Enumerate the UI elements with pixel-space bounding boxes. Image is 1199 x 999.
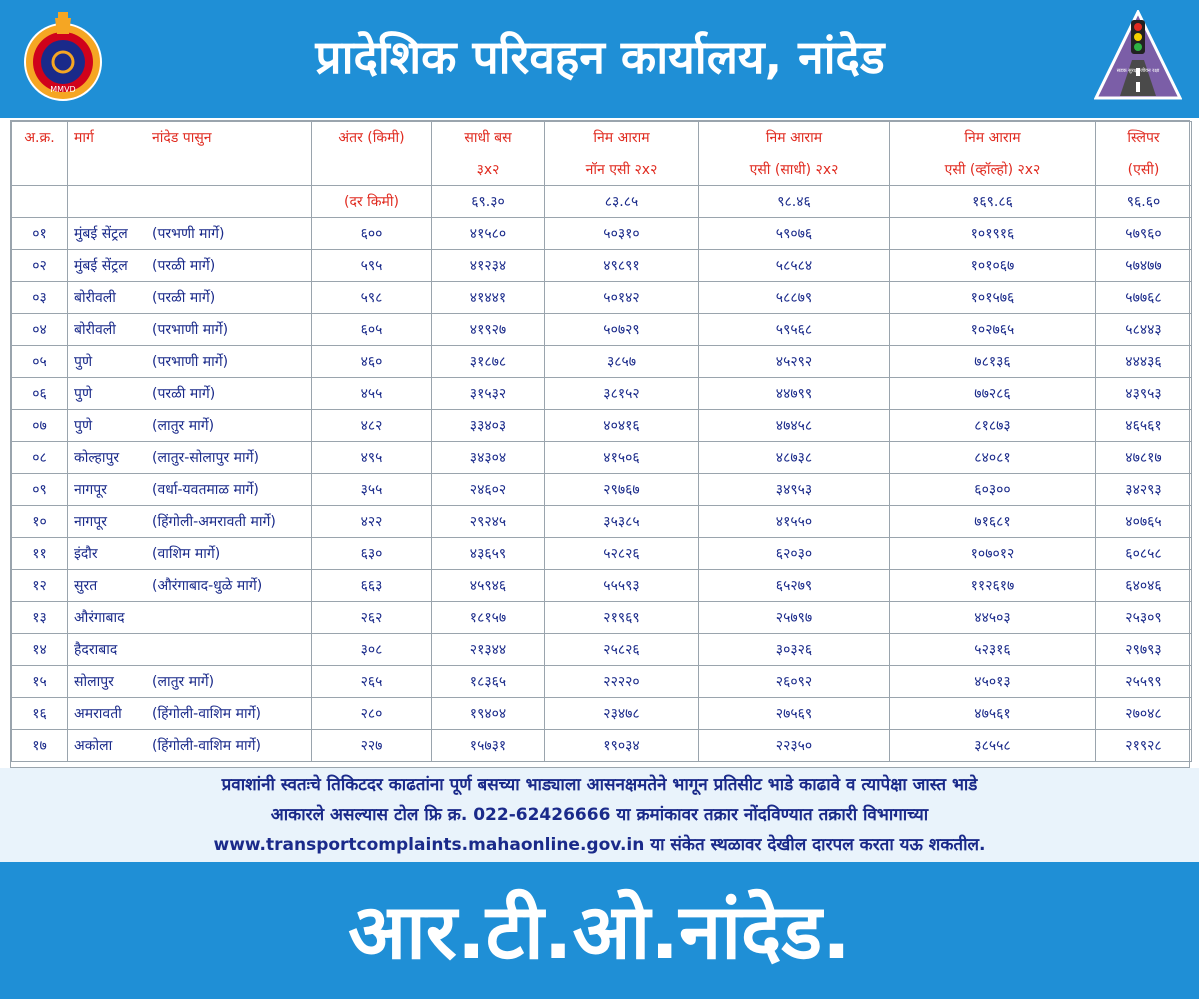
row-fare-sleeper: ५८४४३ — [1096, 314, 1192, 346]
row-fare-semi-ac: ४१५५० — [699, 506, 890, 538]
rate-semi-volvo: १६९.८६ — [890, 186, 1096, 218]
row-distance: ६०० — [312, 218, 432, 250]
row-fare-sleeper: ६०८५८ — [1096, 538, 1192, 570]
row-fare-sleeper: ५७९६० — [1096, 218, 1192, 250]
row-destination: पुणे — [74, 354, 93, 370]
row-fare-ordinary: १८३६५ — [432, 666, 545, 698]
table-row — [12, 346, 1192, 378]
row-sr: ०३ — [12, 282, 68, 314]
row-fare-semi-ac: ५९५६८ — [699, 314, 890, 346]
row-fare-ordinary: ४१९२७ — [432, 314, 545, 346]
row-fare-sleeper: २७०४८ — [1096, 698, 1192, 730]
row-sr: १६ — [12, 698, 68, 730]
row-fare-semi-non-ac: ४९८९१ — [545, 250, 699, 282]
row-fare-semi-volvo: ८१८७३ — [890, 410, 1096, 442]
row-fare-sleeper: ४४४३६ — [1096, 346, 1192, 378]
row-sr: ०६ — [12, 378, 68, 410]
rate-route-blank — [68, 186, 312, 218]
row-sr: ०४ — [12, 314, 68, 346]
row-distance: ६६३ — [312, 570, 432, 602]
rate-ordinary: ६९.३० — [432, 186, 545, 218]
row-fare-semi-volvo: १०२७६५ — [890, 314, 1096, 346]
row-distance: ५९८ — [312, 282, 432, 314]
row-via: (हिंगोली-वाशिम मार्गे) — [152, 738, 261, 754]
row-fare-ordinary: २९२४५ — [432, 506, 545, 538]
row-sr: ०५ — [12, 346, 68, 378]
rate-sr-blank — [12, 186, 68, 218]
row-fare-semi-volvo: ७७२८६ — [890, 378, 1096, 410]
row-distance: २६२ — [312, 602, 432, 634]
row-fare-semi-volvo: ७८१३६ — [890, 346, 1096, 378]
row-via: (हिंगोली-अमरावती मार्गे) — [152, 514, 276, 530]
row-route — [68, 730, 312, 762]
row-sr: १२ — [12, 570, 68, 602]
row-destination: कोल्हापुर — [74, 450, 120, 466]
notice-line-2: आकारले असल्यास टोल फ्रि क्र. 022-62426666 या क्रमांकावर तक्रार नोंदविण्यात तक्रारी विभागाच्या — [270, 805, 929, 825]
header-from-nanded: नांदेड पासुन — [152, 130, 212, 147]
row-fare-sleeper: ४३९५३ — [1096, 378, 1192, 410]
header-distance: अंतर (किमी) — [312, 122, 432, 154]
row-route — [68, 474, 312, 506]
table-header-row-2 — [12, 154, 1192, 186]
row-distance: ६३० — [312, 538, 432, 570]
table-row — [12, 410, 1192, 442]
row-distance: २८० — [312, 698, 432, 730]
header-sr: अ.क्र. — [12, 122, 68, 154]
row-destination: औरंगाबाद — [74, 610, 125, 626]
row-via: (परभणी मार्गे) — [152, 226, 225, 242]
row-via: (परभाणी मार्गे) — [152, 322, 229, 338]
header-route-blank — [68, 154, 312, 186]
header-banner — [0, 0, 1199, 118]
table-row — [12, 442, 1192, 474]
page-title: प्रादेशिक परिवहन कार्यालय, नांदेड — [315, 30, 885, 84]
row-route — [68, 506, 312, 538]
row-fare-semi-ac: २२३५० — [699, 730, 890, 762]
row-fare-semi-volvo: ७१६८१ — [890, 506, 1096, 538]
row-fare-ordinary: ३३४०३ — [432, 410, 545, 442]
header-route — [68, 122, 312, 154]
row-route — [68, 314, 312, 346]
row-fare-semi-volvo: १०१०६७ — [890, 250, 1096, 282]
row-fare-semi-volvo: ८४०८१ — [890, 442, 1096, 474]
row-route — [68, 218, 312, 250]
row-fare-semi-ac: ४४७९९ — [699, 378, 890, 410]
table-row — [12, 538, 1192, 570]
row-destination: मुंबई सेंट्रल — [74, 226, 128, 242]
row-fare-sleeper: २५३०९ — [1096, 602, 1192, 634]
fare-table — [10, 120, 1190, 768]
row-fare-semi-non-ac: ५२८२६ — [545, 538, 699, 570]
row-destination: सोलापुर — [74, 674, 114, 690]
row-fare-ordinary: १८१५७ — [432, 602, 545, 634]
row-fare-semi-ac: २७५६९ — [699, 698, 890, 730]
row-route — [68, 666, 312, 698]
row-sr: १४ — [12, 634, 68, 666]
table-header-row — [12, 122, 1192, 154]
row-fare-ordinary: ४१५८० — [432, 218, 545, 250]
row-sr: १० — [12, 506, 68, 538]
row-fare-semi-non-ac: २२२२० — [545, 666, 699, 698]
row-sr: १३ — [12, 602, 68, 634]
row-fare-semi-non-ac: २१९६९ — [545, 602, 699, 634]
row-fare-sleeper: ४०७६५ — [1096, 506, 1192, 538]
row-via: (परळी मार्गे) — [152, 290, 216, 306]
header-ordinary: साधी बस — [432, 122, 545, 154]
rate-label: (दर किमी) — [312, 186, 432, 218]
notice-line-3[interactable]: www.transportcomplaints.mahaonline.gov.in या संकेत स्थळावर देखील दारपल करता यऊ शकतील. — [213, 835, 986, 855]
rate-sleeper: ९६.६० — [1096, 186, 1192, 218]
row-fare-semi-ac: २५७९७ — [699, 602, 890, 634]
row-via: (औरंगाबाद-धुळे मार्गे) — [152, 578, 263, 594]
row-sr: ०७ — [12, 410, 68, 442]
row-via: (परभाणी मार्गे) — [152, 354, 229, 370]
rate-semi-ac: ९८.४६ — [699, 186, 890, 218]
row-via: (लातुर मार्गे) — [152, 674, 215, 690]
row-distance: २२७ — [312, 730, 432, 762]
road-safety-emblem-icon — [1094, 10, 1182, 104]
row-fare-ordinary: १५७३१ — [432, 730, 545, 762]
row-fare-semi-volvo: १०१९१६ — [890, 218, 1096, 250]
row-route — [68, 282, 312, 314]
row-distance: ४२२ — [312, 506, 432, 538]
row-fare-ordinary: ३१८७८ — [432, 346, 545, 378]
row-fare-semi-non-ac: ३५३८५ — [545, 506, 699, 538]
row-fare-ordinary: ४३६५९ — [432, 538, 545, 570]
row-route — [68, 602, 312, 634]
row-fare-semi-non-ac: ४०४१६ — [545, 410, 699, 442]
row-destination: बोरीवली — [74, 290, 116, 306]
row-destination: मुंबई सेंट्रल — [74, 258, 128, 274]
row-route — [68, 538, 312, 570]
row-distance: ६०५ — [312, 314, 432, 346]
complaint-notice — [0, 768, 1199, 862]
header-semi-non-ac-config: नॉन एसी २x२ — [545, 154, 699, 186]
row-fare-semi-ac: ४७४५८ — [699, 410, 890, 442]
row-fare-semi-ac: ४५२९२ — [699, 346, 890, 378]
row-fare-semi-non-ac: ३८५७ — [545, 346, 699, 378]
row-distance: ३५५ — [312, 474, 432, 506]
row-route — [68, 570, 312, 602]
table-row — [12, 570, 1192, 602]
table-row — [12, 730, 1192, 762]
row-fare-semi-volvo: ४४५०३ — [890, 602, 1096, 634]
row-fare-sleeper: ३४२९३ — [1096, 474, 1192, 506]
table-row — [12, 282, 1192, 314]
row-fare-sleeper: २५५९९ — [1096, 666, 1192, 698]
row-fare-ordinary: ४५९४६ — [432, 570, 545, 602]
table-row — [12, 218, 1192, 250]
row-destination: इंदौर — [74, 546, 98, 562]
table-row — [12, 506, 1192, 538]
row-sr: ११ — [12, 538, 68, 570]
row-fare-semi-ac: ६५२७९ — [699, 570, 890, 602]
table-row — [12, 634, 1192, 666]
row-destination: नागपूर — [74, 482, 107, 498]
row-via: (लातुर मार्गे) — [152, 418, 215, 434]
row-destination: बोरीवली — [74, 322, 116, 338]
row-fare-semi-volvo: ६०३०० — [890, 474, 1096, 506]
row-fare-semi-non-ac: ५०३१० — [545, 218, 699, 250]
row-via: (लातुर-सोलापुर मार्गे) — [152, 450, 260, 466]
row-distance: ४८२ — [312, 410, 432, 442]
table-row — [12, 698, 1192, 730]
row-distance: ४९५ — [312, 442, 432, 474]
row-fare-semi-ac: ५९०७६ — [699, 218, 890, 250]
row-fare-semi-volvo: १०१५७६ — [890, 282, 1096, 314]
row-fare-semi-volvo: ५२३१६ — [890, 634, 1096, 666]
row-sr: ०२ — [12, 250, 68, 282]
row-fare-semi-non-ac: २५८२६ — [545, 634, 699, 666]
header-semi-volvo: निम आराम — [890, 122, 1096, 154]
table-row — [12, 666, 1192, 698]
header-semi-ac: निम आराम — [699, 122, 890, 154]
table-row — [12, 250, 1192, 282]
row-fare-sleeper: २९७९३ — [1096, 634, 1192, 666]
row-fare-semi-non-ac: १९०३४ — [545, 730, 699, 762]
table-row — [12, 602, 1192, 634]
mmvd-emblem-icon — [22, 10, 104, 108]
row-fare-semi-volvo: ४५०१३ — [890, 666, 1096, 698]
table-row — [12, 378, 1192, 410]
row-fare-ordinary: ३१५३२ — [432, 378, 545, 410]
rate-semi-non-ac: ८३.८५ — [545, 186, 699, 218]
row-via: (हिंगोली-वाशिम मार्गे) — [152, 706, 261, 722]
row-fare-semi-non-ac: ३८१५२ — [545, 378, 699, 410]
table-row — [12, 314, 1192, 346]
row-fare-semi-ac: ३४९५३ — [699, 474, 890, 506]
row-route — [68, 378, 312, 410]
row-sr: ०१ — [12, 218, 68, 250]
row-fare-sleeper: ४७८१७ — [1096, 442, 1192, 474]
header-semi-non-ac: निम आराम — [545, 122, 699, 154]
row-destination: सुरत — [74, 578, 98, 594]
row-destination: पुणे — [74, 386, 93, 402]
row-route — [68, 346, 312, 378]
row-fare-ordinary: ३४३०४ — [432, 442, 545, 474]
row-route — [68, 250, 312, 282]
row-fare-semi-non-ac: ५०१४२ — [545, 282, 699, 314]
header-route-label: मार्ग — [74, 130, 94, 147]
svg-text:MMVD: MMVD — [50, 85, 76, 94]
row-fare-semi-ac: ५८५८४ — [699, 250, 890, 282]
row-fare-semi-ac: २६०९२ — [699, 666, 890, 698]
row-via: (परळी मार्गे) — [152, 258, 216, 274]
row-via: (वर्धा-यवतमाळ मार्गे) — [152, 482, 259, 498]
row-via: (वाशिम मार्गे) — [152, 546, 221, 562]
row-route — [68, 634, 312, 666]
row-route — [68, 698, 312, 730]
row-fare-semi-non-ac: २९७६७ — [545, 474, 699, 506]
row-destination: अमरावती — [74, 706, 122, 722]
row-fare-semi-ac: ५८८७९ — [699, 282, 890, 314]
row-sr: १५ — [12, 666, 68, 698]
row-fare-semi-non-ac: ५०७२९ — [545, 314, 699, 346]
header-sleeper-config: (एसी) — [1096, 154, 1192, 186]
header-distance-blank — [312, 154, 432, 186]
row-fare-sleeper: ४६५६१ — [1096, 410, 1192, 442]
table-row — [12, 474, 1192, 506]
row-fare-semi-non-ac: २३४७८ — [545, 698, 699, 730]
row-fare-ordinary: २१३४४ — [432, 634, 545, 666]
row-fare-semi-ac: ६२०३० — [699, 538, 890, 570]
row-fare-ordinary: ४१२३४ — [432, 250, 545, 282]
footer-title: आर.टी.ओ.नांदेड. — [348, 887, 851, 976]
row-fare-semi-volvo: ११२६१७ — [890, 570, 1096, 602]
header-ordinary-config: ३x२ — [432, 154, 545, 186]
header-semi-ac-config: एसी (साधी) २x२ — [699, 154, 890, 186]
row-fare-semi-volvo: ४७५६१ — [890, 698, 1096, 730]
row-distance: ४५५ — [312, 378, 432, 410]
footer-banner — [0, 862, 1199, 999]
row-distance: २६५ — [312, 666, 432, 698]
row-distance: ५९५ — [312, 250, 432, 282]
row-fare-ordinary: २४६०२ — [432, 474, 545, 506]
row-destination: पुणे — [74, 418, 93, 434]
row-distance: ४६० — [312, 346, 432, 378]
row-distance: ३०८ — [312, 634, 432, 666]
notice-line-1: प्रवाशांनी स्वतःचे तिकिटदर काढतांना पूर्ण बसच्या भाड्याला आसनक्षमतेने भागून प्रतिसीट भाडे काढावे व त्यापेक्षा जास्त भाडे — [221, 775, 978, 795]
header-semi-volvo-config: एसी (व्हॉल्हो) २x२ — [890, 154, 1096, 186]
row-via: (परळी मार्गे) — [152, 386, 216, 402]
row-fare-sleeper: ६४०४६ — [1096, 570, 1192, 602]
svg-text:सडक सुरक्षा जीवन रक्षा: सडक सुरक्षा जीवन रक्षा — [1116, 68, 1160, 74]
rate-per-km-row — [12, 186, 1192, 218]
row-sr: ०९ — [12, 474, 68, 506]
row-fare-sleeper: ५७४७७ — [1096, 250, 1192, 282]
row-fare-semi-volvo: ३८५५८ — [890, 730, 1096, 762]
row-destination: हैदराबाद — [74, 642, 118, 658]
row-fare-semi-ac: ४८७३८ — [699, 442, 890, 474]
row-sr: ०८ — [12, 442, 68, 474]
row-route — [68, 410, 312, 442]
row-fare-semi-non-ac: ५५५९३ — [545, 570, 699, 602]
row-sr: १७ — [12, 730, 68, 762]
row-fare-ordinary: ४१४४१ — [432, 282, 545, 314]
row-fare-semi-non-ac: ४१५०६ — [545, 442, 699, 474]
row-fare-ordinary: १९४०४ — [432, 698, 545, 730]
row-route — [68, 442, 312, 474]
row-fare-semi-volvo: १०७०१२ — [890, 538, 1096, 570]
row-destination: नागपूर — [74, 514, 107, 530]
row-destination: अकोला — [74, 738, 113, 754]
header-sr-blank — [12, 154, 68, 186]
header-sleeper: स्लिपर — [1096, 122, 1192, 154]
row-fare-semi-ac: ३०३२६ — [699, 634, 890, 666]
row-fare-sleeper: ५७७६८ — [1096, 282, 1192, 314]
row-fare-sleeper: २१९२८ — [1096, 730, 1192, 762]
